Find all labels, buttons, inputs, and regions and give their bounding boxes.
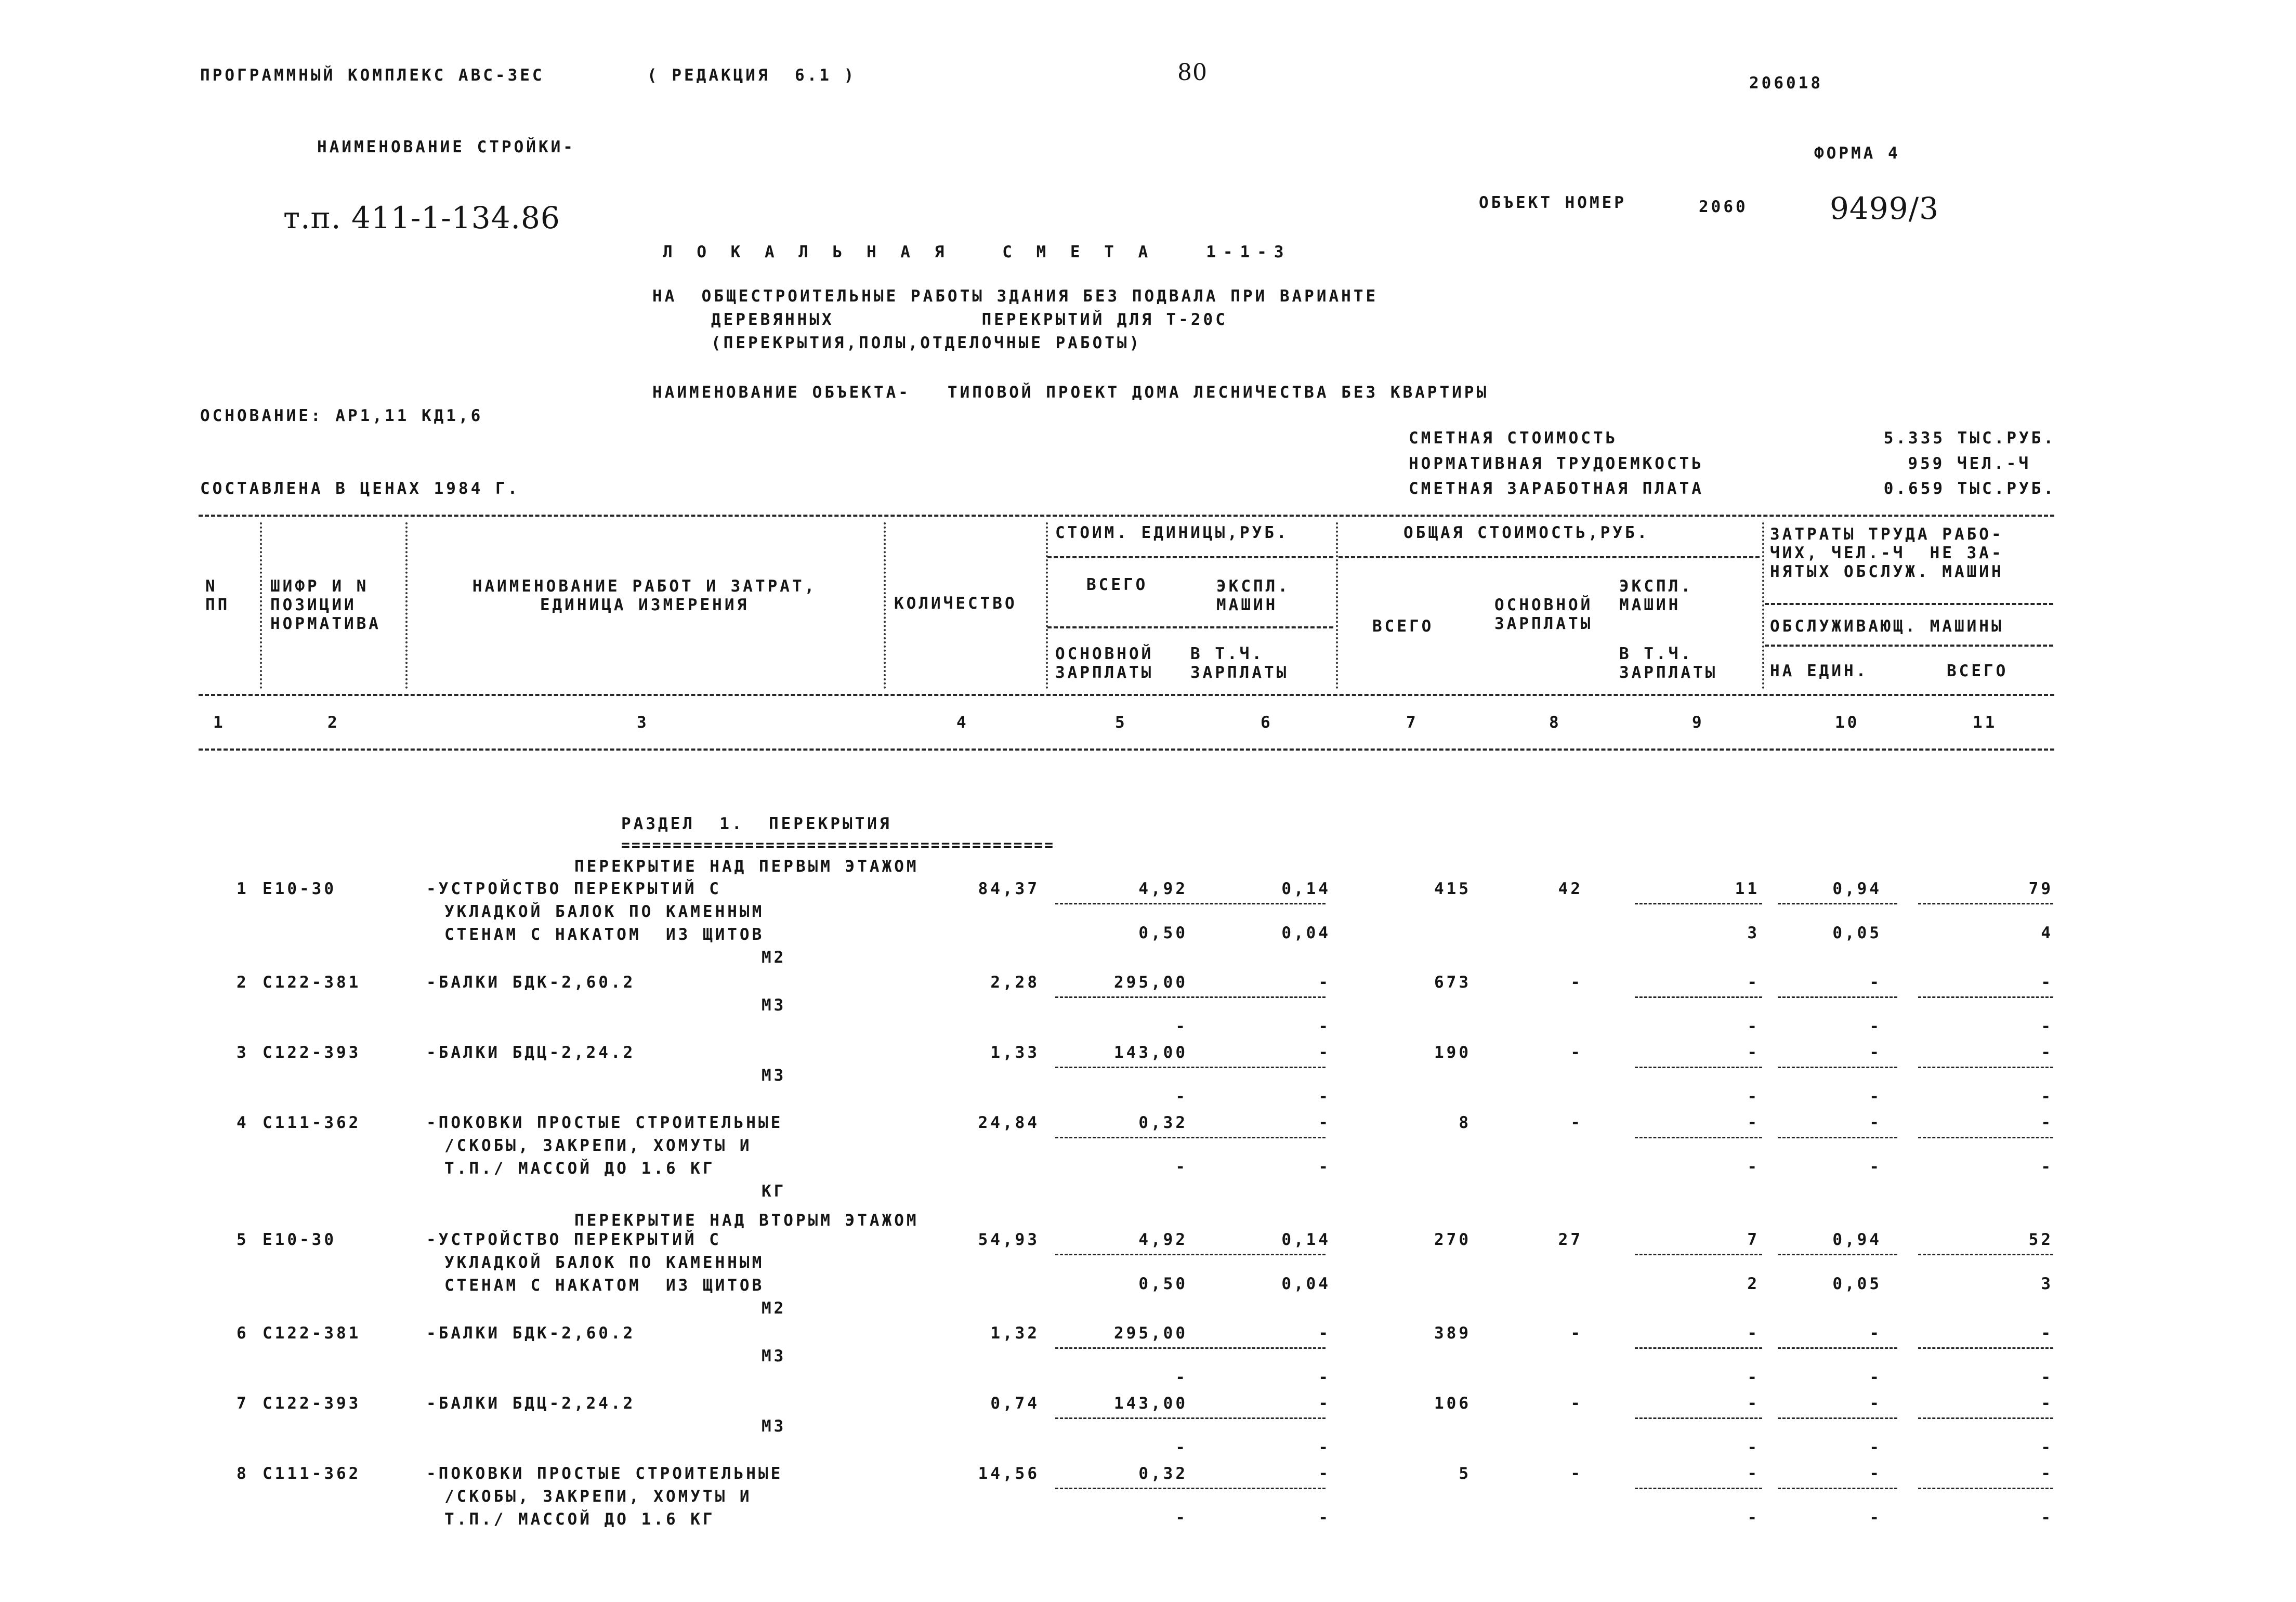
row-rule bbox=[1918, 1067, 2053, 1068]
row-number: 7 bbox=[237, 1394, 249, 1413]
row-unit-mach: - bbox=[1318, 1113, 1331, 1132]
header-total-all: ВСЕГО bbox=[1372, 617, 1434, 636]
row-rule bbox=[1635, 1488, 1762, 1489]
row-code: С111-362 bbox=[263, 1113, 361, 1132]
form-number: ФОРМА 4 bbox=[1814, 144, 1900, 163]
document-code: 206018 bbox=[1749, 74, 1823, 93]
row-rule bbox=[1635, 1254, 1762, 1255]
row-rule bbox=[1055, 1137, 1326, 1138]
row-unit: М3 bbox=[762, 1417, 786, 1436]
row-rule bbox=[1918, 1347, 2053, 1349]
row-labor-unit2: 0,05 bbox=[1832, 1275, 1882, 1293]
row-rule bbox=[1055, 903, 1326, 904]
summary-label: СМЕТНАЯ ЗАРАБОТНАЯ ПЛАТА bbox=[1409, 479, 1704, 498]
row-rule bbox=[1055, 1347, 1326, 1349]
row-unit-total: 143,00 bbox=[1114, 1394, 1188, 1413]
rule bbox=[1047, 626, 1333, 628]
row-unit-total: 295,00 bbox=[1114, 973, 1188, 992]
row-name: -ПОКОВКИ ПРОСТЫЕ СТРОИТЕЛЬНЫЕ bbox=[426, 1113, 783, 1132]
row-rule bbox=[1918, 1254, 2053, 1255]
row-total-mach: 7 bbox=[1747, 1230, 1760, 1249]
row-labor-all: - bbox=[2041, 1324, 2053, 1343]
row-unit-total: 4,92 bbox=[1138, 879, 1188, 898]
col-number: 11 bbox=[1973, 713, 1998, 732]
row-labor-unit: 0,94 bbox=[1832, 879, 1882, 898]
row-unit-mach: - bbox=[1318, 1043, 1331, 1062]
row-total-wage: - bbox=[1570, 1394, 1583, 1413]
row-unit: М3 bbox=[762, 1347, 786, 1365]
row-rule bbox=[1055, 1417, 1326, 1419]
row-qty: 54,93 bbox=[978, 1230, 1040, 1249]
col-divider bbox=[1762, 522, 1764, 689]
row-labor-all: - bbox=[2041, 1113, 2053, 1132]
row-unit-mach-wage: - bbox=[1318, 1368, 1331, 1387]
header-labor: ЗАТРАТЫ ТРУДА РАБО- ЧИХ, ЧЕЛ.-Ч НЕ ЗА- НЯТЫХ ОБСЛУЖ. МАШИН bbox=[1770, 525, 2004, 581]
object-number-label: ОБЪЕКТ НОМЕР bbox=[1479, 193, 1626, 212]
row-qty: 14,56 bbox=[978, 1464, 1040, 1483]
row-labor-unit2: - bbox=[1869, 1087, 1882, 1106]
row-labor-unit: - bbox=[1869, 1464, 1882, 1483]
row-name: -БАЛКИ БДК-2,60.2 bbox=[426, 1324, 636, 1343]
row-rule bbox=[1918, 996, 2053, 998]
row-rule bbox=[1778, 903, 1897, 904]
program-name: ПРОГРАММНЫЙ КОМПЛЕКС АВС-3ЕС bbox=[200, 66, 545, 85]
header-code: ШИФР И N ПОЗИЦИИ НОРМАТИВА bbox=[270, 577, 381, 633]
header-unit-mach: ЭКСПЛ. МАШИН bbox=[1216, 577, 1290, 614]
row-number: 2 bbox=[237, 973, 249, 992]
row-total-mach: - bbox=[1747, 1394, 1760, 1413]
estimate-title-line3: (ПЕРЕКРЫТИЯ,ПОЛЫ,ОТДЕЛОЧНЫЕ РАБОТЫ) bbox=[711, 334, 1142, 352]
row-labor-unit2: - bbox=[1869, 1158, 1882, 1176]
row-code: Е10-30 bbox=[263, 1230, 336, 1249]
row-name: /СКОБЫ, ЗАКРЕПИ, ХОМУТЫ И bbox=[444, 1136, 752, 1155]
row-qty: 2,28 bbox=[990, 973, 1040, 992]
col-number: 5 bbox=[1115, 713, 1127, 732]
row-code: Е10-30 bbox=[263, 879, 336, 898]
row-rule bbox=[1055, 1067, 1326, 1068]
row-total: 270 bbox=[1434, 1230, 1471, 1249]
row-unit-wage: - bbox=[1175, 1508, 1188, 1527]
estimate-title-line1: НА ОБЩЕСТРОИТЕЛЬНЫЕ РАБОТЫ ЗДАНИЯ БЕЗ ПОДВАЛА ПРИ ВАРИАНТЕ bbox=[652, 287, 1379, 306]
summary-value: 5.335 ТЫС.РУБ. bbox=[1883, 429, 2056, 448]
row-total-mach: - bbox=[1747, 973, 1760, 992]
row-name: -БАЛКИ БДК-2,60.2 bbox=[426, 973, 636, 992]
col-number: 2 bbox=[327, 713, 340, 732]
row-labor-unit2: - bbox=[1869, 1017, 1882, 1036]
row-rule bbox=[1635, 1067, 1762, 1068]
row-unit: М2 bbox=[762, 1299, 786, 1318]
header-labor-sub: ОБСЛУЖИВАЮЩ. МАШИНЫ bbox=[1770, 617, 2004, 636]
col-number: 3 bbox=[637, 713, 649, 732]
row-unit-mach-wage: - bbox=[1318, 1508, 1331, 1527]
row-total-wage: - bbox=[1570, 973, 1583, 992]
row-unit: М3 bbox=[762, 1066, 786, 1085]
col-divider bbox=[260, 522, 262, 689]
col-number: 10 bbox=[1835, 713, 1860, 732]
row-code: С122-393 bbox=[263, 1394, 361, 1413]
row-unit-total: 143,00 bbox=[1114, 1043, 1188, 1062]
row-unit-wage: - bbox=[1175, 1438, 1188, 1457]
row-total-mach-wage: - bbox=[1747, 1368, 1760, 1387]
row-total-mach: 11 bbox=[1735, 879, 1760, 898]
row-code: С122-393 bbox=[263, 1043, 361, 1062]
row-rule bbox=[1055, 1254, 1326, 1255]
rule bbox=[1339, 556, 1760, 558]
row-labor-all: - bbox=[2041, 1043, 2053, 1062]
row-total: 190 bbox=[1434, 1043, 1471, 1062]
row-unit-mach-wage: - bbox=[1318, 1087, 1331, 1106]
row-unit-wage: - bbox=[1175, 1017, 1188, 1036]
row-total-wage: - bbox=[1570, 1324, 1583, 1343]
row-total-mach-wage: 3 bbox=[1747, 924, 1760, 942]
edition: ( РЕДАКЦИЯ 6.1 ) bbox=[647, 66, 857, 85]
object-number: 2060 bbox=[1699, 198, 1748, 216]
header-unit-mach-wage: В Т.Ч. ЗАРПЛАТЫ bbox=[1190, 645, 1289, 682]
row-total-mach-wage: 2 bbox=[1747, 1275, 1760, 1293]
row-name: -БАЛКИ БДЦ-2,24.2 bbox=[426, 1043, 636, 1062]
row-unit-wage: - bbox=[1175, 1087, 1188, 1106]
row-number: 5 bbox=[237, 1230, 249, 1249]
row-rule bbox=[1778, 996, 1897, 998]
tp-handwritten: т.п. 411-1-134.86 bbox=[283, 200, 560, 235]
row-labor-all: - bbox=[2041, 1394, 2053, 1413]
row-unit-total: 295,00 bbox=[1114, 1324, 1188, 1343]
rule bbox=[1047, 556, 1333, 558]
col-number: 9 bbox=[1692, 713, 1704, 732]
row-unit-wage: 0,50 bbox=[1138, 1275, 1188, 1293]
col-divider bbox=[1046, 522, 1048, 689]
row-rule bbox=[1635, 1417, 1762, 1419]
basis: ОСНОВАНИЕ: АР1,11 КД1,6 bbox=[200, 406, 483, 425]
row-qty: 84,37 bbox=[978, 879, 1040, 898]
row-unit-mach-wage: 0,04 bbox=[1281, 924, 1331, 942]
row-unit-mach: - bbox=[1318, 1324, 1331, 1343]
header-name: НАИМЕНОВАНИЕ РАБОТ И ЗАТРАТ, ЕДИНИЦА ИЗМЕРЕНИЯ bbox=[472, 577, 817, 614]
row-name: -ПОКОВКИ ПРОСТЫЕ СТРОИТЕЛЬНЫЕ bbox=[426, 1464, 783, 1483]
row-unit-wage: - bbox=[1175, 1368, 1188, 1387]
row-name: СТЕНАМ С НАКАТОМ ИЗ ЩИТОВ bbox=[444, 1276, 765, 1295]
row-total-mach-wage: - bbox=[1747, 1087, 1760, 1106]
row-total-mach: - bbox=[1747, 1113, 1760, 1132]
row-labor-unit: - bbox=[1869, 1324, 1882, 1343]
row-total-mach-wage: - bbox=[1747, 1017, 1760, 1036]
row-labor-unit2: 0,05 bbox=[1832, 924, 1882, 942]
row-name: СТЕНАМ С НАКАТОМ ИЗ ЩИТОВ bbox=[444, 925, 765, 944]
col-number: 4 bbox=[956, 713, 969, 732]
col-number: 7 bbox=[1406, 713, 1419, 732]
header-unit-cost: СТОИМ. ЕДИНИЦЫ,РУБ. bbox=[1055, 523, 1289, 542]
row-labor-unit2: - bbox=[1869, 1438, 1882, 1457]
header-unit-total: ВСЕГО bbox=[1086, 575, 1148, 594]
row-unit-mach-wage: - bbox=[1318, 1438, 1331, 1457]
row-name: /СКОБЫ, ЗАКРЕПИ, ХОМУТЫ И bbox=[444, 1487, 752, 1506]
row-unit-total: 4,92 bbox=[1138, 1230, 1188, 1249]
row-name: Т.П./ МАССОЙ ДО 1.6 КГ bbox=[444, 1159, 715, 1178]
row-rule bbox=[1778, 1488, 1897, 1489]
row-labor-all: 79 bbox=[2028, 879, 2053, 898]
row-code: С122-381 bbox=[263, 1324, 361, 1343]
row-rule bbox=[1778, 1254, 1897, 1255]
row-total: 8 bbox=[1459, 1113, 1471, 1132]
row-unit-mach-wage: - bbox=[1318, 1158, 1331, 1176]
row-labor-all2: - bbox=[2041, 1017, 2053, 1036]
section-title: РАЗДЕЛ 1. ПЕРЕКРЫТИЯ bbox=[621, 815, 892, 833]
summary-label: СМЕТНАЯ СТОИМОСТЬ bbox=[1409, 429, 1618, 448]
row-labor-all2: - bbox=[2041, 1158, 2053, 1176]
row-unit-mach: 0,14 bbox=[1281, 879, 1331, 898]
row-total-mach: - bbox=[1747, 1464, 1760, 1483]
row-rule bbox=[1055, 996, 1326, 998]
object-name: НАИМЕНОВАНИЕ ОБЪЕКТА- ТИПОВОЙ ПРОЕКТ ДОМА ЛЕСНИЧЕСТВА БЕЗ КВАРТИРЫ bbox=[652, 383, 1489, 402]
row-total: 5 bbox=[1459, 1464, 1471, 1483]
header-qty: КОЛИЧЕСТВО bbox=[894, 594, 1017, 613]
row-labor-all2: 3 bbox=[2041, 1275, 2053, 1293]
header-total-wage: ОСНОВНОЙ ЗАРПЛАТЫ bbox=[1494, 596, 1593, 633]
header-total-cost: ОБЩАЯ СТОИМОСТЬ,РУБ. bbox=[1403, 523, 1650, 542]
row-total: 673 bbox=[1434, 973, 1471, 992]
row-labor-unit: - bbox=[1869, 1394, 1882, 1413]
row-number: 3 bbox=[237, 1043, 249, 1062]
row-labor-unit: - bbox=[1869, 973, 1882, 992]
row-labor-all: - bbox=[2041, 1464, 2053, 1483]
row-labor-all2: - bbox=[2041, 1438, 2053, 1457]
row-total-wage: 42 bbox=[1558, 879, 1583, 898]
row-name: УКЛАДКОЙ БАЛОК ПО КАМЕННЫМ bbox=[444, 902, 765, 921]
row-name: УКЛАДКОЙ БАЛОК ПО КАМЕННЫМ bbox=[444, 1253, 765, 1272]
row-number: 1 bbox=[237, 879, 249, 898]
row-labor-all2: 4 bbox=[2041, 924, 2053, 942]
row-rule bbox=[1635, 1347, 1762, 1349]
row-code: С111-362 bbox=[263, 1464, 361, 1483]
row-total-mach: - bbox=[1747, 1043, 1760, 1062]
row-unit-mach-wage: - bbox=[1318, 1017, 1331, 1036]
row-unit-wage: - bbox=[1175, 1158, 1188, 1176]
row-qty: 1,32 bbox=[990, 1324, 1040, 1343]
col-number: 1 bbox=[213, 713, 226, 732]
row-unit: М2 bbox=[762, 948, 786, 967]
row-total-wage: - bbox=[1570, 1113, 1583, 1132]
row-total-mach-wage: - bbox=[1747, 1508, 1760, 1527]
estimate-title-line2: ДЕРЕВЯННЫХ ПЕРЕКРЫТИЙ ДЛЯ Т-20С bbox=[711, 310, 1228, 329]
summary-value: 0.659 ТЫС.РУБ. bbox=[1883, 479, 2056, 498]
row-total-wage: - bbox=[1570, 1043, 1583, 1062]
row-labor-all: - bbox=[2041, 973, 2053, 992]
row-unit-mach-wage: 0,04 bbox=[1281, 1275, 1331, 1293]
row-number: 8 bbox=[237, 1464, 249, 1483]
row-rule bbox=[1055, 1488, 1326, 1489]
row-number: 4 bbox=[237, 1113, 249, 1132]
header-total-mach-wage: В Т.Ч. ЗАРПЛАТЫ bbox=[1619, 645, 1718, 682]
row-labor-unit: - bbox=[1869, 1113, 1882, 1132]
row-labor-unit2: - bbox=[1869, 1368, 1882, 1387]
row-labor-all2: - bbox=[2041, 1508, 2053, 1527]
rule bbox=[199, 515, 2054, 517]
row-rule bbox=[1778, 1417, 1897, 1419]
row-qty: 1,33 bbox=[990, 1043, 1040, 1062]
row-total: 106 bbox=[1434, 1394, 1471, 1413]
section-underline: ========================================== bbox=[621, 836, 1055, 853]
row-labor-all: 52 bbox=[2028, 1230, 2053, 1249]
row-total-mach-wage: - bbox=[1747, 1158, 1760, 1176]
row-rule bbox=[1635, 1137, 1762, 1138]
row-unit-total: 0,32 bbox=[1138, 1464, 1188, 1483]
col-divider bbox=[884, 522, 886, 689]
row-rule bbox=[1778, 1347, 1897, 1349]
row-labor-unit: 0,94 bbox=[1832, 1230, 1882, 1249]
row-qty: 0,74 bbox=[990, 1394, 1040, 1413]
row-rule bbox=[1778, 1137, 1897, 1138]
row-rule bbox=[1778, 1067, 1897, 1068]
col-divider bbox=[1336, 522, 1338, 689]
header-n: N ПП bbox=[205, 577, 230, 614]
summary-label: НОРМАТИВНАЯ ТРУДОЕМКОСТЬ bbox=[1409, 454, 1704, 473]
row-rule bbox=[1918, 903, 2053, 904]
row-labor-unit2: - bbox=[1869, 1508, 1882, 1527]
row-name: -УСТРОЙСТВО ПЕРЕКРЫТИЙ С bbox=[426, 879, 721, 898]
row-total-mach-wage: - bbox=[1747, 1438, 1760, 1457]
rule bbox=[1765, 645, 2053, 647]
col-divider bbox=[405, 522, 408, 689]
row-total-wage: 27 bbox=[1558, 1230, 1583, 1249]
row-rule bbox=[1918, 1417, 2053, 1419]
subsection-title: ПЕРЕКРЫТИЕ НАД ВТОРЫМ ЭТАЖОМ bbox=[574, 1211, 919, 1230]
object-handwritten: 9499/3 bbox=[1830, 191, 1939, 226]
row-rule bbox=[1918, 1488, 2053, 1489]
rule bbox=[199, 749, 2054, 751]
row-number: 6 bbox=[237, 1324, 249, 1343]
header-labor-all: ВСЕГО bbox=[1947, 662, 2009, 680]
row-unit: М3 bbox=[762, 996, 786, 1015]
row-labor-unit: - bbox=[1869, 1043, 1882, 1062]
prices-year: СОСТАВЛЕНА В ЦЕНАХ 1984 Г. bbox=[200, 479, 520, 498]
row-unit-mach: - bbox=[1318, 973, 1331, 992]
row-rule bbox=[1635, 903, 1762, 904]
row-name: Т.П./ МАССОЙ ДО 1.6 КГ bbox=[444, 1510, 715, 1529]
row-unit-total: 0,32 bbox=[1138, 1113, 1188, 1132]
row-unit-wage: 0,50 bbox=[1138, 924, 1188, 942]
estimate-heading: Л О К А Л Ь Н А Я С М Е Т А 1-1-3 bbox=[663, 243, 1291, 261]
row-unit-mach: - bbox=[1318, 1394, 1331, 1413]
row-unit-mach: - bbox=[1318, 1464, 1331, 1483]
row-total: 415 bbox=[1434, 879, 1471, 898]
summary-value: 959 ЧЕЛ.-Ч bbox=[1908, 454, 2031, 473]
header-labor-unit: НА ЕДИН. bbox=[1770, 662, 1869, 680]
row-labor-all2: - bbox=[2041, 1368, 2053, 1387]
row-total: 389 bbox=[1434, 1324, 1471, 1343]
rule bbox=[1765, 603, 2053, 605]
subsection-title: ПЕРЕКРЫТИЕ НАД ПЕРВЫМ ЭТАЖОМ bbox=[574, 857, 919, 876]
page-number: 80 bbox=[1177, 59, 1208, 86]
row-name: -УСТРОЙСТВО ПЕРЕКРЫТИЙ С bbox=[426, 1230, 721, 1249]
row-unit-mach: 0,14 bbox=[1281, 1230, 1331, 1249]
row-labor-all2: - bbox=[2041, 1087, 2053, 1106]
header-unit-wage: ОСНОВНОЙ ЗАРПЛАТЫ bbox=[1055, 645, 1154, 682]
row-code: С122-381 bbox=[263, 973, 361, 992]
row-total-mach: - bbox=[1747, 1324, 1760, 1343]
construction-label: НАИМЕНОВАНИЕ СТРОЙКИ- bbox=[317, 138, 575, 156]
row-rule bbox=[1635, 996, 1762, 998]
row-rule bbox=[1918, 1137, 2053, 1138]
col-number: 6 bbox=[1261, 713, 1273, 732]
row-total-wage: - bbox=[1570, 1464, 1583, 1483]
row-name: -БАЛКИ БДЦ-2,24.2 bbox=[426, 1394, 636, 1413]
rule bbox=[199, 694, 2054, 696]
row-qty: 24,84 bbox=[978, 1113, 1040, 1132]
header-total-mach: ЭКСПЛ. МАШИН bbox=[1619, 577, 1693, 614]
col-number: 8 bbox=[1549, 713, 1562, 732]
row-unit: КГ bbox=[762, 1182, 786, 1201]
